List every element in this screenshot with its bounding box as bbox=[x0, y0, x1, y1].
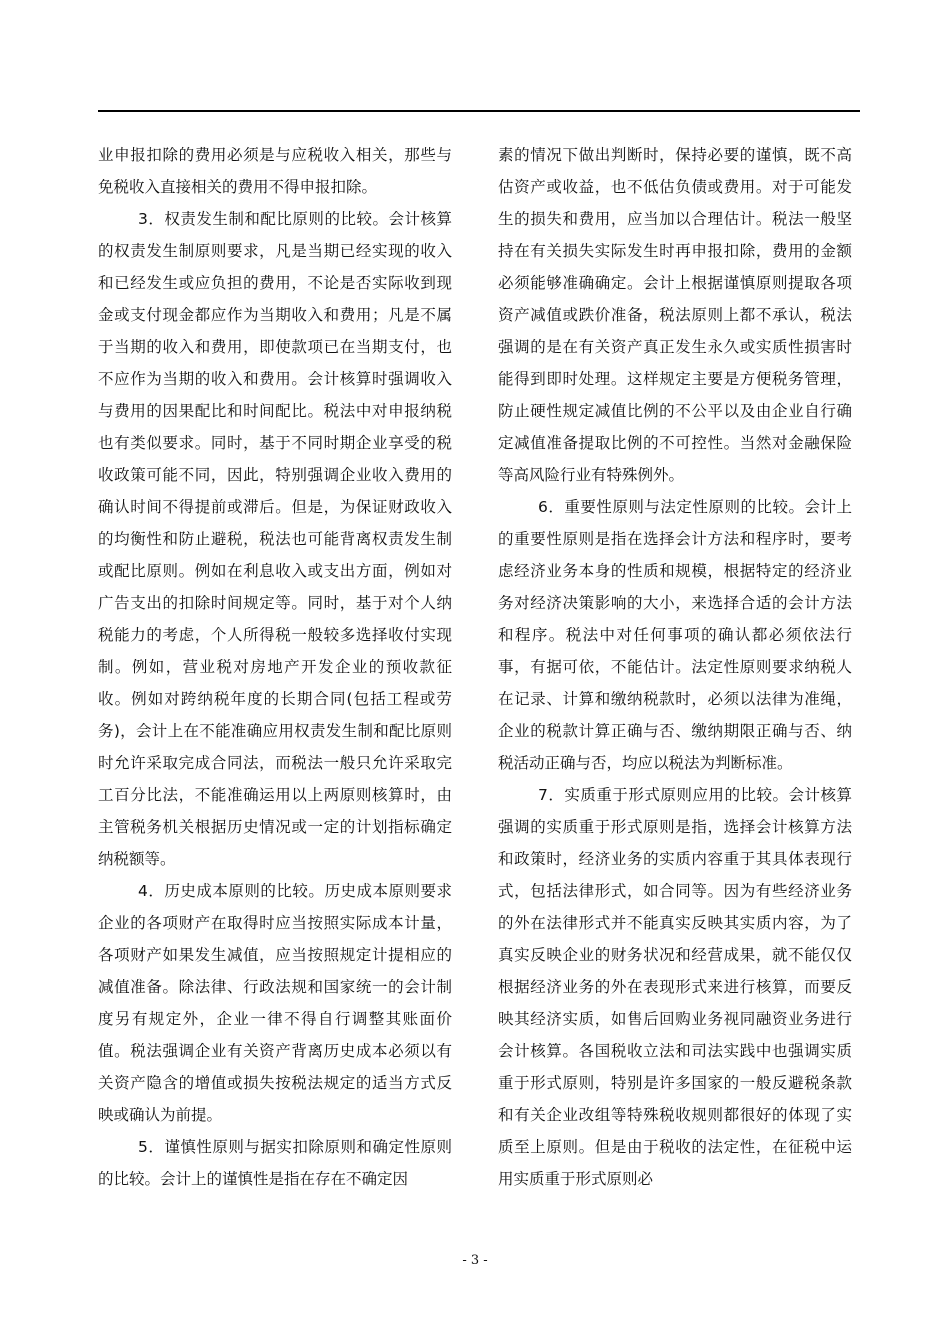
right-column bbox=[498, 139, 852, 1195]
paragraph-historical-cost: 4．历史成本原则的比较。历史成本原则要求企业的各项财产在取得时应当按照实际成本计量，各项财产如果发生减值，应当按照规定计提相应的减值准备。除法律、行政法规和国家统一的会计制度另有规定外，企业一律不得自行调整其账面价值。税法强调企业有关资产背离历史成本必须以有关资产隐含的增值或损失按税法规定的适当方式反映或确认为前提。 bbox=[98, 882, 452, 1124]
paragraph-continuation: 业申报扣除的费用必须是与应税收入相关，那些与免税收入直接相关的费用不得申报扣除。 bbox=[98, 146, 452, 196]
header-rule bbox=[98, 110, 860, 112]
paragraph-prudence-continued: 素的情况下做出判断时，保持必要的谨慎，既不高估资产或收益，也不低估负债或费用。对于可能发生的损失和费用，应当加以合理估计。税法一般坚持在有关损失实际发生时再申报扣除，费用的金额必须能够准确确定。会计上根据谨慎原则提取各项资产减值或跌价准备，税法原则上都不承认，税法强调的是在有关资产真正发生永久或实质性损害时能得到即时处理。这样规定主要是方便税务管理，防止硬性规定减值比例的不公平以及由企业自行确定减值准备提取比例的不可控性。当然对金融保险等高风险行业有特殊例外。 bbox=[498, 146, 852, 484]
left-column bbox=[98, 139, 452, 1195]
paragraph-accrual-matching: 3．权责发生制和配比原则的比较。会计核算的权责发生制原则要求，凡是当期已经实现的收入和已经发生或应负担的费用，不论是否实际收到现金或支付现金都应作为当期收入和费用；凡是不属于当期的收入和费用，即使款项已在当期支付，也不应作为当期的收入和费用。会计核算时强调收入与费用的因果配比和时间配比。税法中对申报纳税也有类似要求。同时，基于不同时期企业享受的税收政策可能不同，因此，特别强调企业收入费用的确认时间不得提前或滞后。但是，为保证财政收入的均衡性和防止避税，税法也可能背离权责发生制或配比原则。例如在利息收入或支出方面，例如对广告支出的扣除时间规定等。同时，基于对个人纳税能力的考虑，个人所得税一般较多选择收付实现制。例如，营业税对房地产开发企业的预收款征收。例如对跨纳税年度的长期合同(包括工程或劳务)，会计上在不能准确应用权责发生制和配比原则时允许采取完成合同法，而税法一般只允许采取完工百分比法，不能准确运用以上两原则核算时，由主管税务机关根据历史情况或一定的计划指标确定纳税额等。 bbox=[98, 210, 452, 868]
paragraph-materiality: 6．重要性原则与法定性原则的比较。会计上的重要性原则是指在选择会计方法和程序时，要考虑经济业务本身的性质和规模，根据特定的经济业务对经济决策影响的大小，来选择合适的会计方法和程序。税法中对任何事项的确认都必须依法行事，有据可依，不能估计。法定性原则要求纳税人在记录、计算和缴纳税款时，必须以法律为准绳，企业的税款计算正确与否、缴纳期限正确与否、纳税活动正确与否，均应以税法为判断标准。 bbox=[498, 498, 852, 772]
paragraph-prudence: 5．谨慎性原则与据实扣除原则和确定性原则的比较。会计上的谨慎性是指在存在不确定因 bbox=[98, 1138, 452, 1188]
paragraph-substance-over-form: 7．实质重于形式原则应用的比较。会计核算强调的实质重于形式原则是指，选择会计核算方法和政策时，经济业务的实质内容重于其具体表现行式，包括法律形式，如合同等。因为有些经济业务的外在法律形式并不能真实反映其实质内容，为了真实反映企业的财务状况和经营成果，就不能仅仅根据经济业务的外在表现形式来进行核算，而要反映其经济实质，如售后回购业务视同融资业务进行会计核算。各国税收立法和司法实践中也强调实质重于形式原则，特别是许多国家的一般反避税条款和有关企业改组等特殊税收规则都很好的体现了实质至上原则。但是由于税收的法定性，在征税中运用实质重于形式原则必 bbox=[498, 786, 852, 1188]
page-number: - 3 - bbox=[462, 1253, 488, 1268]
